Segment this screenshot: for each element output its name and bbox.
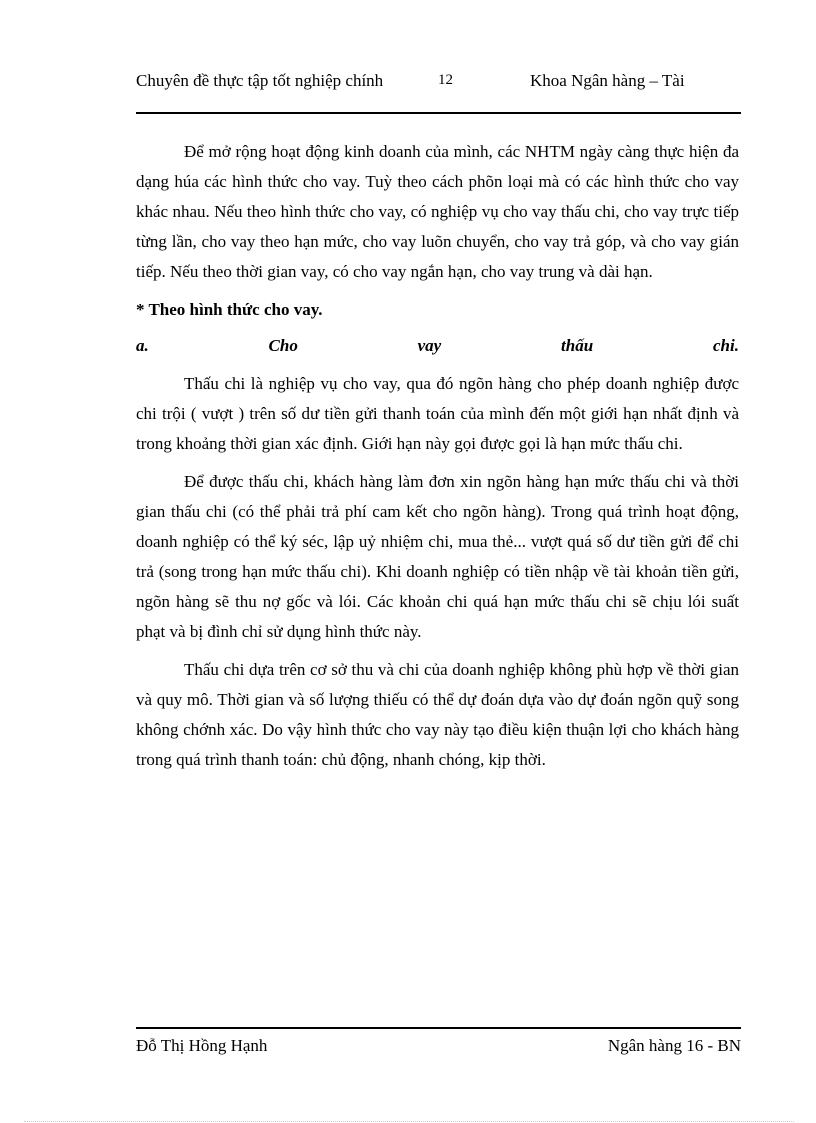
paragraph-basis: Thấu chi dựa trên cơ sở thu và chi của doanh nghiệp không phù hợp về thời gian và quy mô. Thời gian và số lượng thiếu có thể dự đoán dựa vào dự đoán ngõn quỹ song không chớnh xác. Do vậy hình thức cho vay này tạo điều kiện thuận lợi cho khách hàng trong quá trình thanh toán: chủ động, nhanh chóng, kịp thời. [136, 660, 739, 769]
page-boundary-divider [24, 1121, 794, 1122]
header-document-title: Chuyên đề thực tập tốt nghiệp chính [136, 71, 384, 90]
heading-word: a. [136, 336, 149, 355]
paragraph-procedure: Để được thấu chi, khách hàng làm đơn xin ngõn hàng hạn mức thấu chi và thời gian thấu chi (có thể phải trả phí cam kết cho ngõn hàng). Trong quá trình hoạt động, doanh nghiệp có thể ký séc, lập uỷ nhiệm chi, mua thẻ... vượt quá số dư tiền gửi để chi trả (song trong hạn mức thấu chi). Khi doanh nghiệp có tiền nhập về tài khoản tiền gửi, ngõn hàng sẽ thu nợ gốc và lói. Các khoản chi quá hạn mức thấu chi sẽ chịu lói suất phạt và bị đình chỉ sử dụng hình thức này. [136, 472, 739, 641]
subsection-heading [136, 331, 739, 361]
heading-word: Cho [268, 336, 298, 355]
heading-word: vay [417, 336, 442, 355]
footer-author: Đỗ Thị Hồng Hạnh [136, 1036, 268, 1055]
page-number: 12 [438, 72, 453, 88]
section-heading: * Theo hình thức cho vay. [136, 300, 323, 319]
document-body [136, 137, 739, 775]
footer-class: Ngân hàng 16 - BN [607, 1036, 741, 1055]
paragraph-intro: Để mở rộng hoạt động kinh doanh của mình, các NHTM ngày càng thực hiện đa dạng húa các hình thức cho vay. Tuỳ theo cách phõn loại mà có các hình thức cho vay khác nhau. Nếu theo hình thức cho vay, có nghiệp vụ cho vay thấu chi, cho vay trực tiếp từng lần, cho vay theo hạn mức, cho vay luõn chuyển, cho vay trả góp, và cho vay gián tiếp. Nếu theo thời gian vay, có cho vay ngắn hạn, cho vay trung và dài hạn. [136, 142, 739, 281]
page-header [136, 68, 741, 114]
paragraph-definition: Thấu chi là nghiệp vụ cho vay, qua đó ngõn hàng cho phép doanh nghiệp được chi trội ( vượt ) trên số dư tiền gửi thanh toán của mình đến một giới hạn nhất định và trong khoảng thời gian xác định. Giới hạn này gọi được gọi là hạn mức thấu chi. [136, 374, 739, 453]
header-faculty: Khoa Ngân hàng – Tài [530, 71, 685, 90]
heading-word: thấu [561, 336, 594, 355]
page-footer [136, 1027, 741, 1055]
heading-word: chi. [712, 336, 739, 355]
